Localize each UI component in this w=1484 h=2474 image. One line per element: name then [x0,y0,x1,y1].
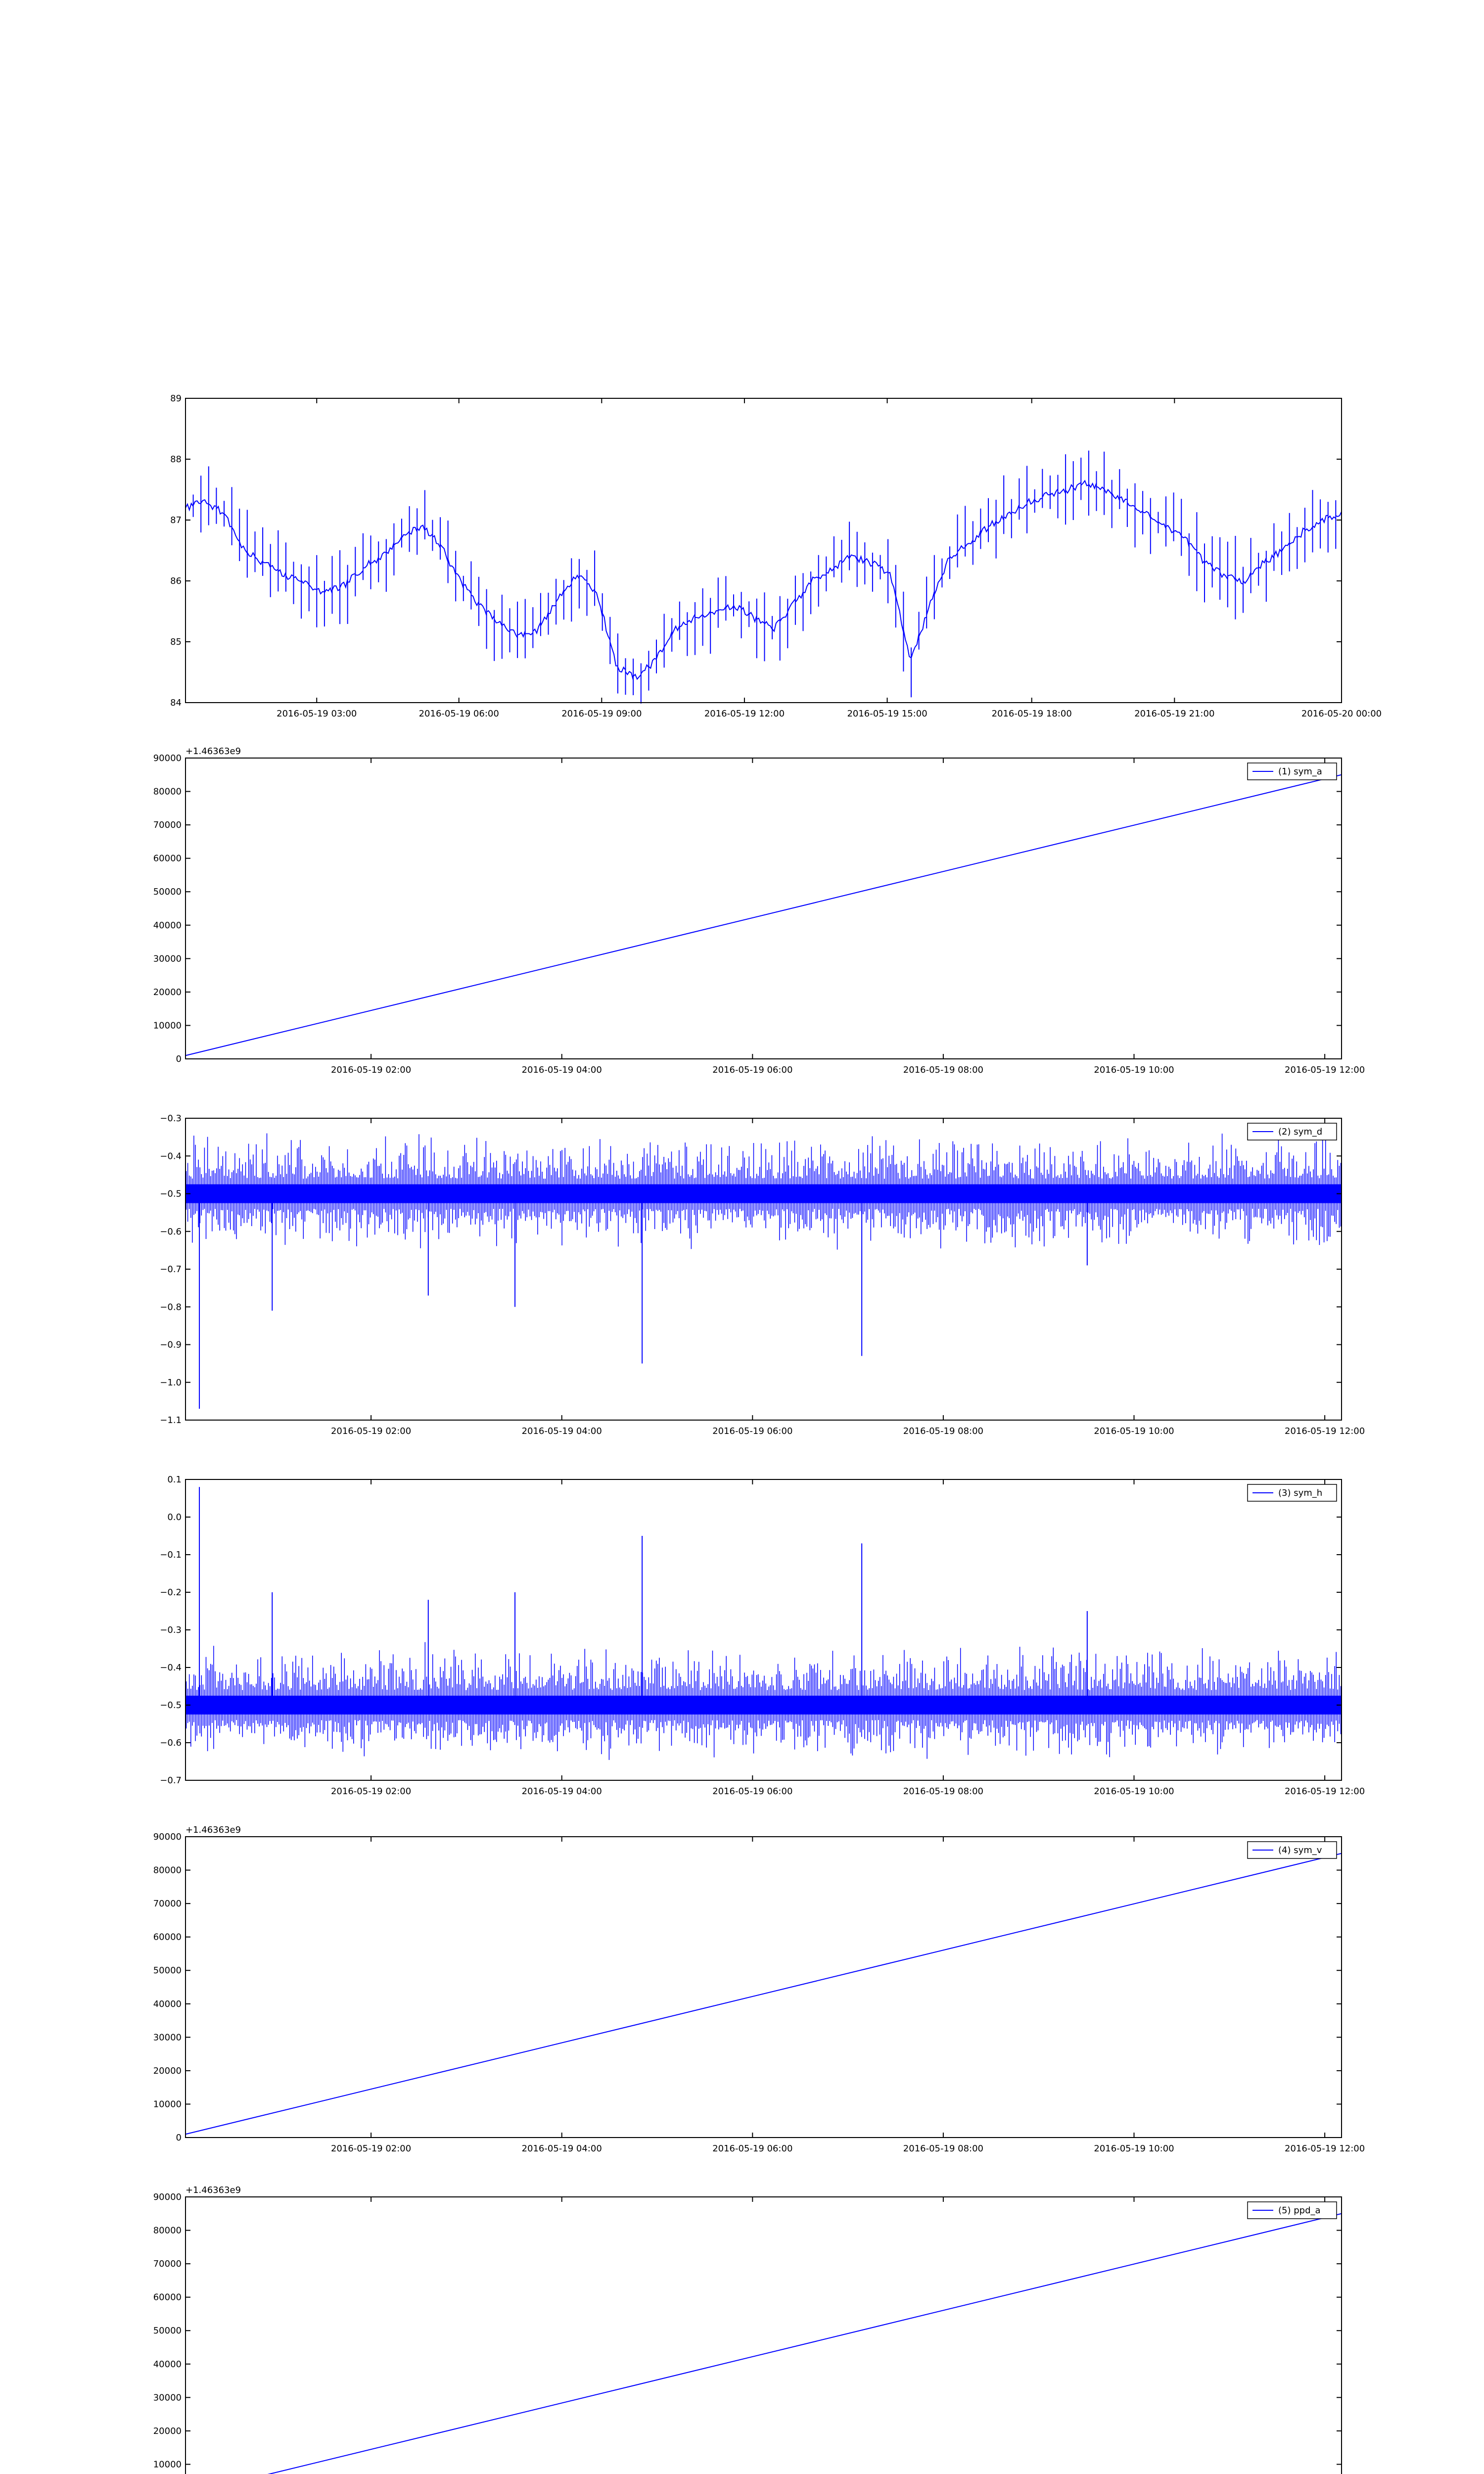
y-tick-label: −0.6 [160,1738,182,1748]
legend [1248,2202,1337,2219]
x-tick-label: 2016-05-19 12:00 [1285,1426,1365,1436]
y-tick-label: 86 [170,576,182,586]
legend-label: (1) sym_a [1278,766,1322,777]
legend-label: (4) sym_v [1278,1845,1322,1856]
y-tick-label: 60000 [153,1932,182,1943]
x-tick-label: 2016-05-19 02:00 [330,1426,412,1436]
y-tick-label: −0.1 [160,1550,182,1560]
x-tick-label: 2016-05-19 12:00 [1285,2143,1365,2154]
y-tick-label: 87 [170,515,182,525]
chart-panel-5 [153,1825,1365,2154]
y-tick-label: 0.1 [167,1475,182,1485]
y-tick-label: −0.2 [160,1587,182,1598]
y-tick-label: −0.7 [160,1775,182,1786]
y-tick-label: 70000 [153,1899,182,1909]
y-tick-label: 10000 [153,1020,182,1031]
axes-frame [186,1118,1342,1420]
x-tick-label: 2016-05-19 10:00 [1094,1065,1174,1075]
axes-frame [186,1479,1342,1780]
x-tick-label: 2016-05-19 08:00 [903,1065,984,1075]
y-tick-label: 88 [170,454,182,465]
y-tick-label: 0.0 [167,1512,182,1522]
legend-label: (2) sym_d [1278,1127,1323,1137]
chart-panel-1 [170,393,1382,719]
y-tick-label: 70000 [153,2259,182,2270]
y-tick-label: 30000 [153,2032,182,2043]
y-tick-label: −0.5 [160,1700,182,1711]
axis-offset-label: +1.46363e9 [186,2185,241,2195]
x-tick-label: 2016-05-19 04:00 [521,2143,602,2154]
y-tick-label: 50000 [153,2326,182,2336]
y-tick-label: −0.3 [160,1113,182,1124]
y-tick-label: 20000 [153,2426,182,2436]
y-tick-label: −0.5 [160,1189,182,1199]
y-tick-label: 40000 [153,1998,182,2009]
y-tick-label: 60000 [153,853,182,864]
y-tick-label: 50000 [153,1965,182,1976]
y-tick-label: 0 [176,2133,182,2143]
y-tick-label: 20000 [153,2065,182,2076]
x-tick-label: 2016-05-19 10:00 [1094,1426,1174,1436]
x-tick-label: 2016-05-19 06:00 [712,1786,793,1797]
y-tick-label: −0.4 [160,1663,182,1673]
y-tick-label: −0.6 [160,1226,182,1237]
y-tick-label: 30000 [153,2392,182,2403]
legend [1248,1484,1337,1501]
x-tick-label: 2016-05-19 12:00 [704,709,785,719]
axes-frame [186,2197,1342,2474]
x-tick-label: 2016-05-19 10:00 [1094,2143,1174,2154]
x-tick-label: 2016-05-19 06:00 [712,2143,793,2154]
y-tick-label: 90000 [153,1832,182,1842]
axes-frame [186,398,1342,703]
y-tick-label: 80000 [153,2225,182,2236]
x-tick-label: 2016-05-19 18:00 [991,709,1072,719]
series-line [186,451,1342,704]
series-line [186,775,1342,1055]
y-tick-label: 60000 [153,2292,182,2303]
x-tick-label: 2016-05-19 15:00 [847,709,928,719]
y-tick-label: 30000 [153,953,182,964]
y-tick-label: 20000 [153,987,182,998]
chart-panel-3 [160,1113,1365,1436]
x-tick-label: 2016-05-20 00:00 [1301,709,1382,719]
y-tick-label: 90000 [153,2192,182,2202]
x-tick-label: 2016-05-19 06:00 [418,709,499,719]
x-tick-label: 2016-05-19 04:00 [521,1065,602,1075]
chart-panel-6 [153,2185,1365,2474]
series-band [186,1184,1342,1203]
y-tick-label: 85 [170,637,182,647]
legend-label: (5) ppd_a [1278,2205,1321,2216]
y-tick-label: 50000 [153,887,182,898]
x-tick-label: 2016-05-19 08:00 [903,1786,984,1797]
x-tick-label: 2016-05-19 04:00 [521,1786,602,1797]
y-tick-label: 84 [170,698,182,708]
x-tick-label: 2016-05-19 10:00 [1094,1786,1174,1797]
y-tick-label: 40000 [153,2359,182,2370]
x-tick-label: 2016-05-19 02:00 [330,1065,412,1075]
x-tick-label: 2016-05-19 08:00 [903,1426,984,1436]
y-tick-label: 80000 [153,1865,182,1876]
legend [1248,1123,1337,1140]
legend [1248,763,1337,780]
y-tick-label: 10000 [153,2099,182,2110]
axis-offset-label: +1.46363e9 [186,746,241,757]
x-tick-label: 2016-05-19 12:00 [1285,1065,1365,1075]
x-tick-label: 2016-05-19 06:00 [712,1426,793,1436]
x-tick-label: 2016-05-19 08:00 [903,2143,984,2154]
legend-label: (3) sym_h [1278,1488,1323,1498]
y-tick-label: −0.7 [160,1264,182,1275]
x-tick-label: 2016-05-19 02:00 [330,2143,412,2154]
chart-panel-4 [160,1475,1365,1797]
y-tick-label: 70000 [153,820,182,831]
series-line [186,2214,1342,2474]
legend [1248,1842,1337,1858]
y-tick-label: −0.4 [160,1151,182,1162]
x-tick-label: 2016-05-19 12:00 [1285,1786,1365,1797]
y-tick-label: 80000 [153,786,182,797]
axis-offset-label: +1.46363e9 [186,1825,241,1835]
x-tick-label: 2016-05-19 06:00 [712,1065,793,1075]
x-tick-label: 2016-05-19 03:00 [277,709,357,719]
y-tick-label: −1.0 [160,1377,182,1388]
chart-panel-2 [153,746,1365,1075]
x-tick-label: 2016-05-19 04:00 [521,1426,602,1436]
y-tick-label: −0.8 [160,1302,182,1313]
y-tick-label: 0 [176,1054,182,1064]
y-tick-label: 40000 [153,920,182,931]
y-tick-label: −0.3 [160,1625,182,1635]
series-line [186,1854,1342,2134]
y-tick-label: 90000 [153,753,182,763]
series-band [186,1696,1342,1714]
y-tick-label: −0.9 [160,1339,182,1350]
y-tick-label: 89 [170,393,182,404]
y-tick-label: 10000 [153,2459,182,2470]
x-tick-label: 2016-05-19 21:00 [1134,709,1215,719]
x-tick-label: 2016-05-19 02:00 [330,1786,412,1797]
x-tick-label: 2016-05-19 09:00 [561,709,642,719]
y-tick-label: −1.1 [160,1415,182,1426]
